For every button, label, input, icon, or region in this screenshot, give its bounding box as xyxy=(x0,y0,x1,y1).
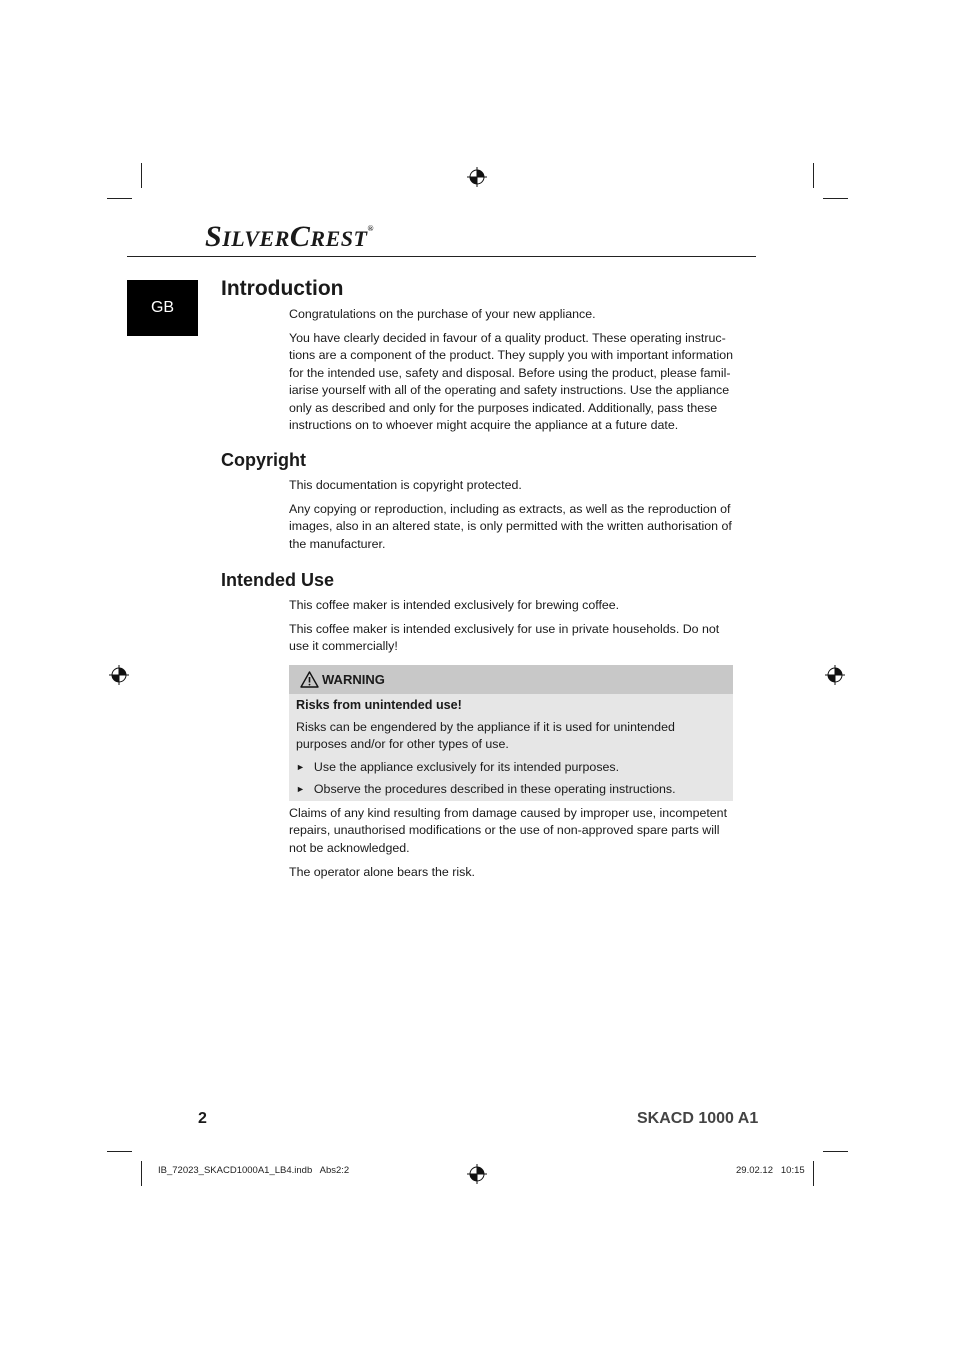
registered-mark: ® xyxy=(367,224,374,233)
registration-mark-icon xyxy=(825,665,845,685)
file-slug: IB_72023_SKACD1000A1_LB4.indb Abs2:2 xyxy=(158,1165,350,1176)
warning-subtitle: Risks from unintended use! xyxy=(296,698,462,712)
arrow-right-icon: ► xyxy=(296,762,305,772)
logo-letter: C xyxy=(289,220,311,253)
crop-mark xyxy=(823,198,848,199)
paragraph: Congratulations on the purchase of your new appliance. xyxy=(289,307,596,321)
paragraph: You have clearly decided in favour of a quality product. These operating instruc-tions are a component of the product. They supply you with important information for the intended use, safety and disposal. Before using the product, please famil-iarise yourself with all of the operating and safety instructions. Use the appliance only as described and only for the purposes indicated. Additionally, pass these instructions on to whoever might acquire the appliance at a future date. xyxy=(289,331,734,433)
section-title-introduction: Introduction xyxy=(221,277,344,300)
print-timestamp: 29.02.12 10:15 xyxy=(736,1165,805,1176)
logo-letter: S xyxy=(205,220,223,253)
crop-mark xyxy=(823,1151,848,1152)
model-number: SKACD 1000 A1 xyxy=(637,1110,759,1127)
list-item xyxy=(296,760,619,774)
crop-mark xyxy=(813,1161,814,1186)
list-item xyxy=(296,782,676,796)
page-number: 2 xyxy=(198,1110,207,1127)
paragraph: This coffee maker is intended exclusively for use in private households. Do not use it commercially! xyxy=(289,622,720,654)
paragraph: Any copying or reproduction, including as extracts, as well as the reproduction of images, also in an altered state, is only permitted with the written authorisation of the manufacturer. xyxy=(289,502,732,551)
list-item-text: Observe the procedures described in these operating instructions. xyxy=(313,782,676,796)
paragraph: This coffee maker is intended exclusively for brewing coffee. xyxy=(289,598,620,612)
section-title-copyright: Copyright xyxy=(221,450,306,470)
brand-logo xyxy=(205,220,374,254)
paragraph: The operator alone bears the risk. xyxy=(289,865,475,879)
crop-mark xyxy=(107,1151,132,1152)
crop-mark xyxy=(813,163,814,188)
header-rule xyxy=(127,256,756,257)
logo-letters: ILVER xyxy=(222,226,290,251)
warning-text: Risks can be engendered by the appliance if it is used for unintended purposes and/or for other types of use. xyxy=(296,720,675,752)
section-title-intended-use: Intended Use xyxy=(221,570,335,590)
language-tab xyxy=(127,280,198,336)
crop-mark xyxy=(141,163,142,188)
registration-mark-icon xyxy=(467,1164,487,1184)
arrow-right-icon: ► xyxy=(296,784,305,794)
registration-mark-icon xyxy=(109,665,129,685)
registration-mark-icon xyxy=(467,167,487,187)
warning-triangle-icon xyxy=(300,671,319,688)
language-tab-label: GB xyxy=(150,299,175,316)
warning-label: WARNING xyxy=(322,672,385,687)
paragraph: This documentation is copyright protected. xyxy=(289,478,522,492)
logo-letters: REST xyxy=(310,226,368,251)
warning-box xyxy=(289,665,733,801)
paragraph: Claims of any kind resulting from damage caused by improper use, incompetent repairs, unauthorised modifications or the use of non-approved spare parts will not be acknowledged. xyxy=(289,806,728,855)
list-item-text: Use the appliance exclusively for its intended purposes. xyxy=(313,760,620,774)
crop-mark xyxy=(107,198,132,199)
warning-header xyxy=(289,665,733,694)
crop-mark xyxy=(141,1161,142,1186)
